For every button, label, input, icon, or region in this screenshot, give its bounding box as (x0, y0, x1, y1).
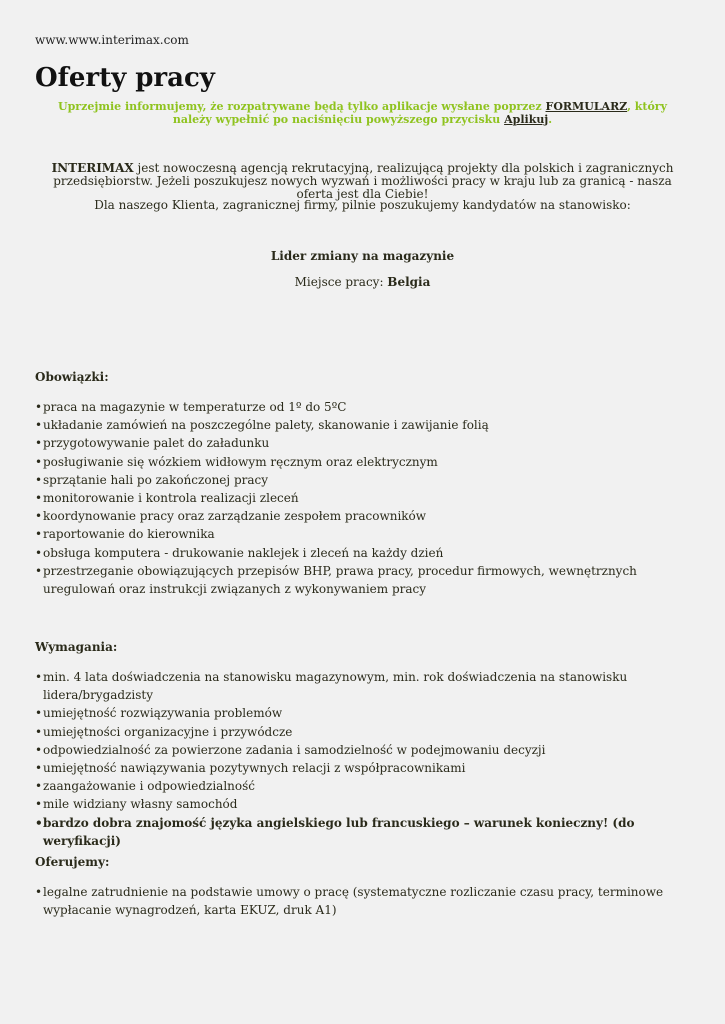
list-item: • układanie zamówień na poszczególne palety, skanowanie i zawijanie folią (35, 416, 695, 434)
list-item: • bardzo dobra znajomość języka angielskiego lub francuskiego – warunek konieczny! (do weryfikacji) (35, 814, 695, 850)
notice-text-before: Uprzejmie informujemy, że rozpatrywane będą tylko aplikacje wysłane poprzez (58, 100, 546, 113)
list-item: • odpowiedzialność za powierzone zadania i samodzielność w podejmowaniu decyzji (35, 741, 695, 759)
form-link[interactable]: FORMULARZ (545, 100, 628, 113)
list-item: • sprzątanie hali po zakończonej pracy (35, 471, 695, 489)
list-item: • przestrzeganie obowiązujących przepisów BHP, prawa pracy, procedur firmowych, wewnętrznych uregulowań oraz instrukcji związanych z wykonywaniem pracy (35, 562, 695, 598)
offer-heading: Oferujemy: (35, 855, 110, 869)
duties-list (35, 398, 695, 598)
list-item: • umiejętność rozwiązywania problemów (35, 704, 695, 722)
application-notice (50, 100, 675, 126)
work-place (35, 275, 690, 289)
company-name: INTERIMAX (51, 161, 134, 175)
list-item: • min. 4 lata doświadczenia na stanowisku magazynowym, min. rok doświadczenia na stanowisku lidera/brygadzisty (35, 668, 695, 704)
duties-heading: Obowiązki: (35, 370, 109, 384)
list-item: • posługiwanie się wózkiem widłowym ręcznym oraz elektrycznym (35, 453, 695, 471)
job-title: Lider zmiany na magazynie (270, 249, 455, 263)
list-item: • przygotowywanie palet do załadunku (35, 434, 695, 452)
company-intro (40, 162, 685, 201)
offer-list (35, 883, 695, 919)
list-item: • umiejętności organizacyjne i przywódcze (35, 723, 695, 741)
site-url: www.www.interimax.com (35, 33, 189, 47)
list-item: • umiejętność nawiązywania pozytywnych relacji z współpracownikami (35, 759, 695, 777)
list-item: • mile widziany własny samochód (35, 795, 695, 813)
client-line: Dla naszego Klienta, zagranicznej firmy, pilnie poszukujemy kandydatów na stanowisko: (94, 198, 631, 212)
notice-text-after: . (548, 113, 553, 126)
page-title: Oferty pracy (35, 63, 215, 93)
intro-text: jest nowoczesną agencją rekrutacyjną, realizującą projekty dla polskich i zagranicznych przedsiębiorstw. Jeżeli poszukujesz nowych wyzwań i możliwości pracy w kraju lub za granicą - nasza oferta jest dla Ciebie! (53, 161, 674, 201)
list-item: • monitorowanie i kontrola realizacji zleceń (35, 489, 695, 507)
list-item: • praca na magazynie w temperaturze od 1º do 5ºC (35, 398, 695, 416)
list-item: • legalne zatrudnienie na podstawie umowy o pracę (systematyczne rozliczanie czasu pracy, terminowe wypłacanie wynagrodzeń, karta EKUZ, druk A1) (35, 883, 695, 919)
requirements-list (35, 668, 695, 850)
list-item: • raportowanie do kierownika (35, 525, 695, 543)
work-place-value: Belgia (387, 275, 431, 289)
list-item: • koordynowanie pracy oraz zarządzanie zespołem pracowników (35, 507, 695, 525)
list-item: • zaangażowanie i odpowiedzialność (35, 777, 695, 795)
notice-text-middle: , który należy wypełnić po naciśnięciu powyższego przycisku (172, 100, 667, 126)
list-item: • obsługa komputera - drukowanie naklejek i zleceń na każdy dzień (35, 544, 695, 562)
apply-link[interactable]: Aplikuj (504, 113, 549, 126)
work-place-label: Miejsce pracy: (294, 275, 388, 289)
requirements-heading: Wymagania: (35, 640, 118, 654)
